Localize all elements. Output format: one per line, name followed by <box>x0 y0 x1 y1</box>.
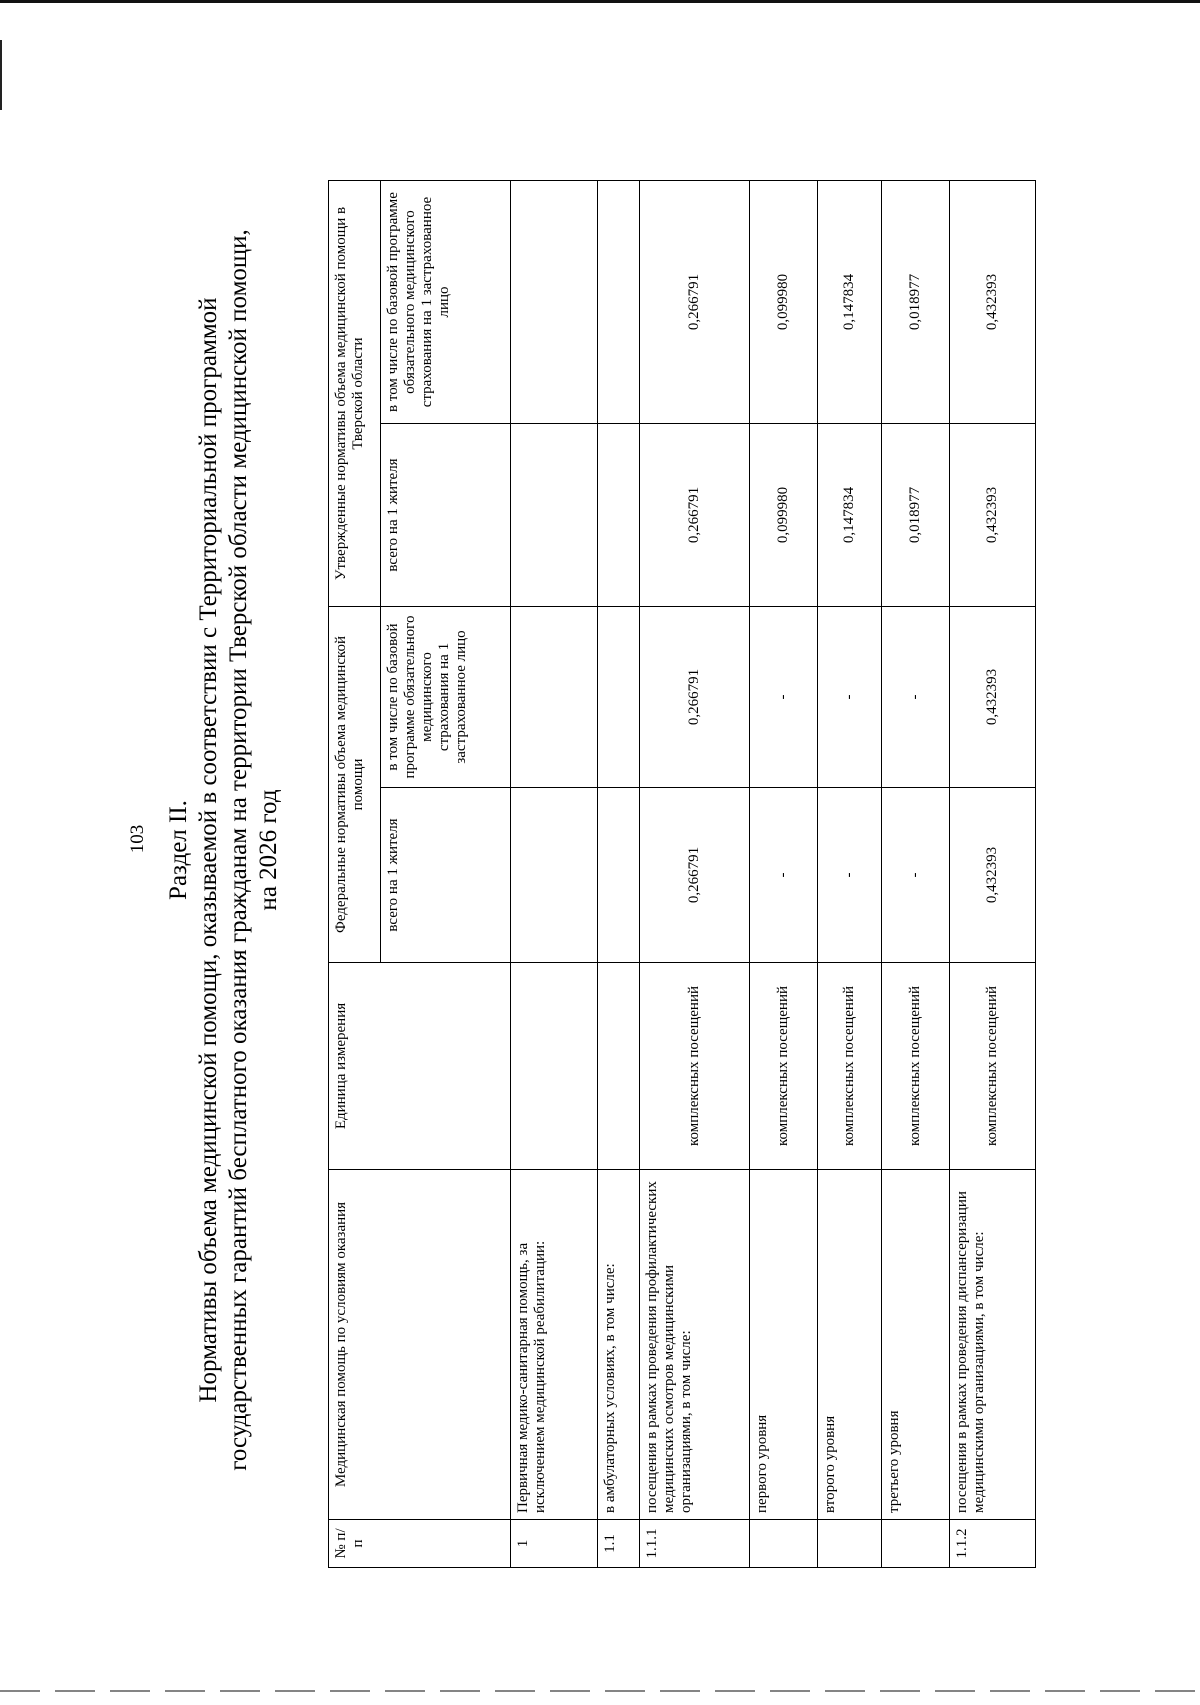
row-num: 1.1 <box>598 1520 640 1568</box>
row-federal-total: - <box>882 788 950 963</box>
row-tver-oms: 0,147834 <box>818 181 882 424</box>
table-row <box>882 181 950 1568</box>
row-tver-oms <box>598 181 640 424</box>
section-heading: Раздел II. <box>165 800 192 900</box>
row-tver-total: 0,018977 <box>882 424 950 607</box>
row-num: 1 <box>511 1520 598 1568</box>
row-tver-total: 0,099980 <box>750 424 818 607</box>
header-care: Медицинская помощь по условиям оказания <box>329 1170 511 1520</box>
header-federal-group: Федеральные нормативы объема медицинской помощи <box>329 607 381 963</box>
table-row <box>818 181 882 1568</box>
header-tver-oms: в том числе по базовой программе обязательного медицинского страхования на 1 застрахованное лицо <box>381 181 511 424</box>
row-unit: комплексных посещений <box>818 963 882 1170</box>
row-federal-total: 0,432393 <box>950 788 1036 963</box>
row-label: третьего уровня <box>882 1170 950 1520</box>
header-num: № п/п <box>329 1520 511 1568</box>
header-tver-group: Утвержденные нормативы объема медицинской помощи в Тверской области <box>329 181 381 607</box>
title-line-2: государственных гарантий бесплатного оказания гражданам на территории Тверской области медицинской помощи, <box>225 229 252 1471</box>
table-row <box>511 181 598 1568</box>
row-label: посещения в рамках проведения профилактических медицинских осмотров медицинскими организациями, в том числе: <box>640 1170 750 1520</box>
row-federal-oms: 0,432393 <box>950 607 1036 788</box>
row-label: первого уровня <box>750 1170 818 1520</box>
row-federal-oms <box>598 607 640 788</box>
row-federal-oms: - <box>750 607 818 788</box>
row-tver-oms: 0,266791 <box>640 181 750 424</box>
row-tver-total <box>511 424 598 607</box>
row-unit: комплексных посещений <box>750 963 818 1170</box>
header-tver-total: всего на 1 жителя <box>381 424 511 607</box>
row-num: 1.1.1 <box>640 1520 750 1568</box>
table-row <box>950 181 1036 1568</box>
title-line-3: на 2026 год <box>255 789 282 911</box>
row-federal-oms: 0,266791 <box>640 607 750 788</box>
row-num: 1.1.2 <box>950 1520 1036 1568</box>
row-unit <box>511 963 598 1170</box>
row-federal-total <box>598 788 640 963</box>
row-label: посещения в рамках проведения диспансеризации медицинскими организациями, в том числе: <box>950 1170 1036 1520</box>
row-tver-oms: 0,018977 <box>882 181 950 424</box>
document-title <box>164 115 284 1585</box>
row-federal-oms: - <box>818 607 882 788</box>
row-unit: комплексных посещений <box>950 963 1036 1170</box>
row-federal-total: 0,266791 <box>640 788 750 963</box>
header-row-group <box>329 181 381 1568</box>
header-federal-total: всего на 1 жителя <box>381 788 511 963</box>
row-federal-oms <box>511 607 598 788</box>
row-unit: комплексных посещений <box>882 963 950 1170</box>
table-row <box>598 181 640 1568</box>
row-federal-total: - <box>750 788 818 963</box>
header-unit: Единица измерения <box>329 963 511 1170</box>
row-unit <box>598 963 640 1170</box>
row-tver-total <box>598 424 640 607</box>
row-tver-oms: 0,432393 <box>950 181 1036 424</box>
header-federal-oms: в том числе по базовой программе обязательного медицинского страхования на 1 застрахованное лицо <box>381 607 511 788</box>
page-number: 103 <box>127 824 148 854</box>
row-tver-total: 0,432393 <box>950 424 1036 607</box>
row-unit: комплексных посещений <box>640 963 750 1170</box>
table-row <box>750 181 818 1568</box>
row-num <box>882 1520 950 1568</box>
row-tver-oms: 0,099980 <box>750 181 818 424</box>
row-tver-oms <box>511 181 598 424</box>
row-federal-total: - <box>818 788 882 963</box>
row-tver-total: 0,266791 <box>640 424 750 607</box>
norms-table <box>328 180 1036 1568</box>
row-tver-total: 0,147834 <box>818 424 882 607</box>
row-label: Первичная медико-санитарная помощь, за исключением медицинской реабилитации: <box>511 1170 598 1520</box>
table-row <box>640 181 750 1568</box>
row-label: второго уровня <box>818 1170 882 1520</box>
row-federal-total <box>511 788 598 963</box>
row-num <box>818 1520 882 1568</box>
row-federal-oms: - <box>882 607 950 788</box>
title-line-1: Нормативы объема медицинской помощи, оказываемой в соответствии с Территориальной программой <box>195 297 222 1403</box>
row-label: в амбулаторных условиях, в том числе: <box>598 1170 640 1520</box>
row-num <box>750 1520 818 1568</box>
